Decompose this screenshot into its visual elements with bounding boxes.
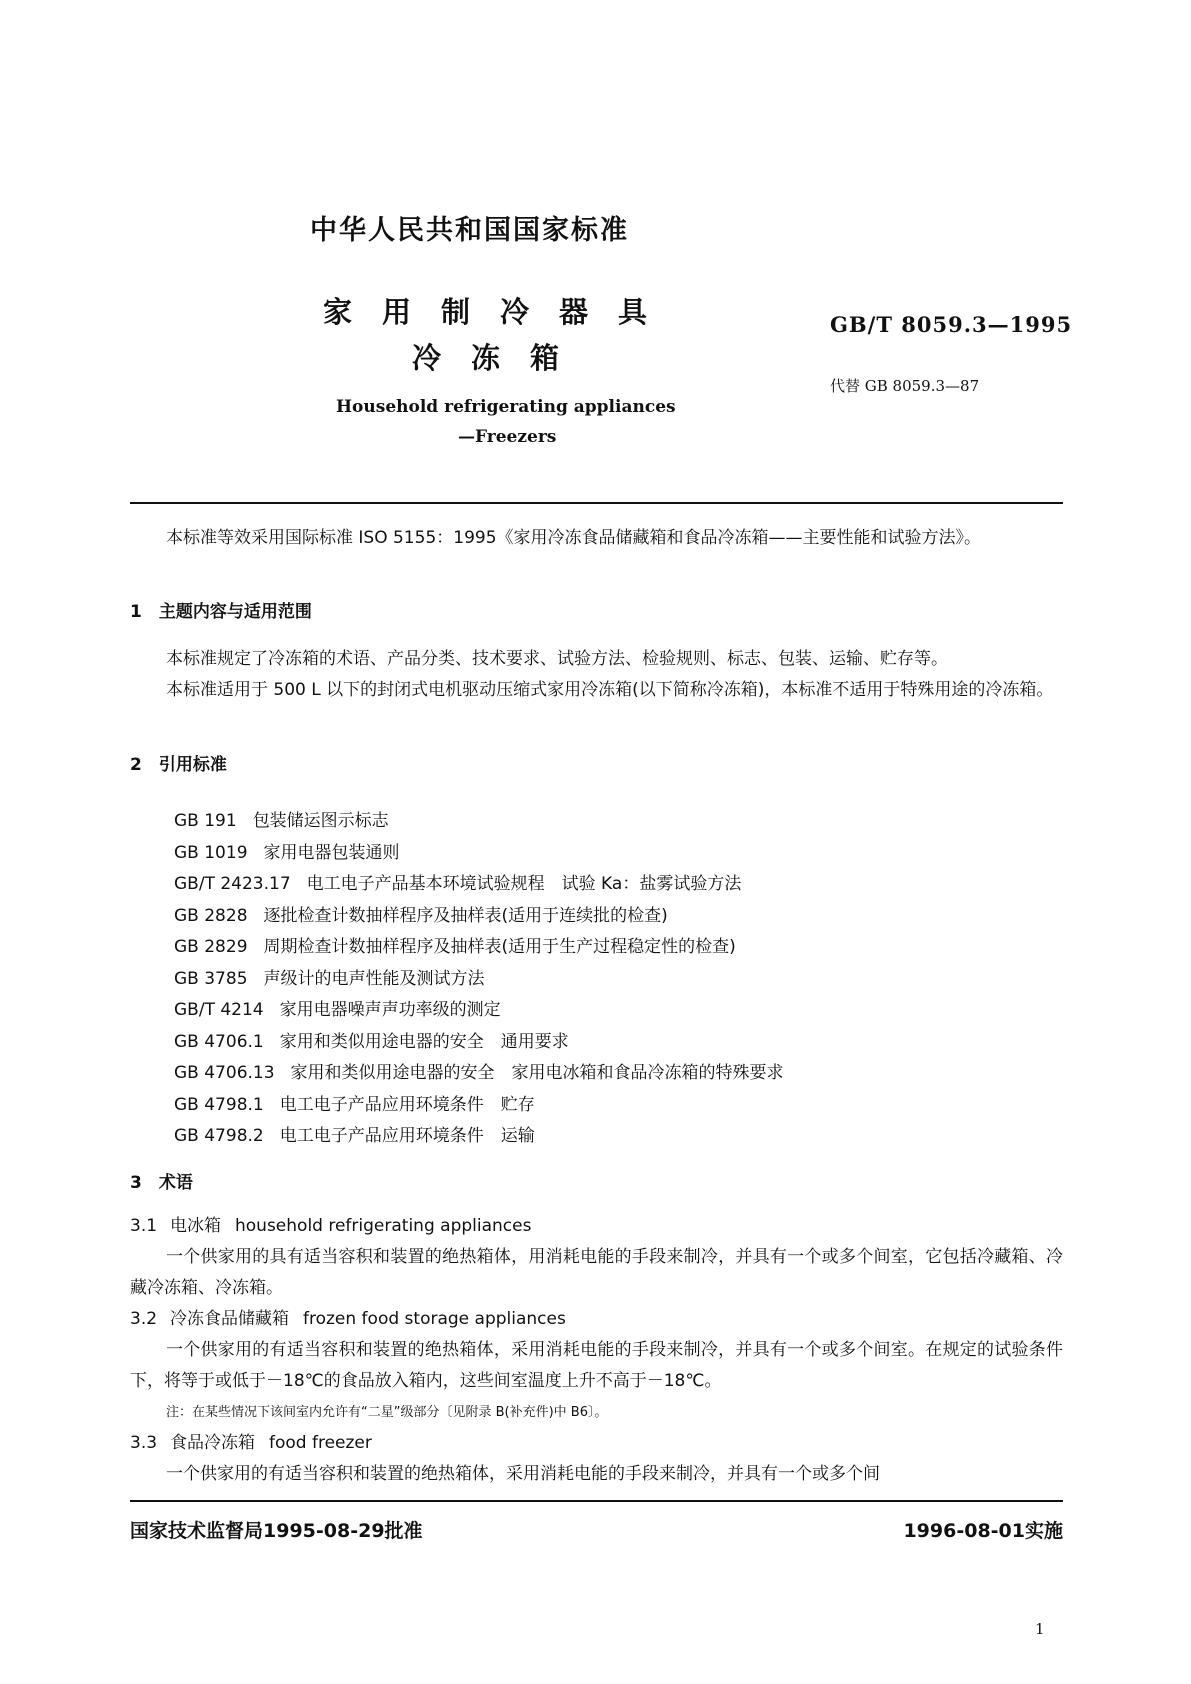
- term-3-2: [130, 1304, 1063, 1335]
- term-3-1: [130, 1211, 1063, 1242]
- implementation-date: 1996-08-01实施: [903, 1520, 1063, 1542]
- replaces-standard: 代替 GB 8059.3—87: [830, 377, 980, 395]
- reference-item: [174, 901, 784, 933]
- reference-item: [174, 932, 784, 964]
- approval-date: 国家技术监督局1995-08-29批准: [130, 1520, 423, 1542]
- reference-item: [174, 1027, 784, 1059]
- reference-code: GB 2829: [174, 937, 248, 957]
- reference-item: [174, 806, 784, 838]
- term-english: household refrigerating appliances: [235, 1216, 532, 1236]
- title-chinese-line1: 家用制冷器具: [323, 295, 678, 329]
- national-standard-heading: 中华人民共和国国家标准: [310, 215, 629, 246]
- reference-code: GB/T 2423.17: [174, 874, 291, 894]
- term-number: 3.3: [130, 1433, 158, 1453]
- section-1-heading: 1 主题内容与适用范围: [130, 602, 312, 622]
- section-2: [130, 750, 1063, 781]
- term-3-2-definition: 一个供家用的有适当容积和装置的绝热箱体，采用消耗电能的手段来制冷，并具有一个或多个间室。在规定的试验条件下，将等于或低于－18℃的食品放入箱内，这些间室温度上升不高于－18℃。: [130, 1340, 1063, 1391]
- reference-title: 家用和类似用途电器的安全 家用电冰箱和食品冷冻箱的特殊要求: [290, 1063, 784, 1083]
- section-2-heading: 2 引用标准: [130, 755, 227, 775]
- reference-title: 电工电子产品基本环境试验规程 试验 Ka：盐雾试验方法: [306, 874, 742, 894]
- reference-item: [174, 869, 784, 901]
- reference-title: 家用和类似用途电器的安全 通用要求: [279, 1031, 569, 1052]
- reference-title: 逐批检查计数抽样程序及抽样表(适用于连续批的检查): [263, 905, 668, 926]
- section-3-heading: 3 术语: [130, 1173, 193, 1193]
- reference-list: [174, 806, 784, 1153]
- reference-code: GB/T 4214: [174, 1000, 264, 1020]
- title-english-line2: —Freezers: [458, 427, 557, 447]
- reference-item: [174, 1121, 784, 1153]
- term-3-2-note: 注：在某些情况下该间室内允许有“二星”级部分〔见附录 B(补充件)中 B6〕。: [166, 1405, 608, 1420]
- page-number: 1: [1035, 1620, 1045, 1638]
- term-english: frozen food storage appliances: [303, 1309, 566, 1329]
- reference-item: [174, 964, 784, 996]
- reference-code: GB 3785: [174, 968, 248, 989]
- title-chinese-line2: 冷冻箱: [412, 341, 590, 375]
- term-chinese: 冷冻食品储藏箱: [170, 1309, 289, 1329]
- reference-code: GB 4706.1: [174, 1031, 264, 1052]
- reference-item: [174, 838, 784, 870]
- intro-paragraph: 本标准等效采用国际标准 ISO 5155：1995《家用冷冻食品储藏箱和食品冷冻箱——主要性能和试验方法》。: [166, 528, 982, 548]
- reference-code: GB 191: [174, 811, 237, 831]
- reference-title: 家用电器噪声声功率级的测定: [279, 1000, 501, 1020]
- term-number: 3.1: [130, 1216, 158, 1236]
- reference-title: 电工电子产品应用环境条件 运输: [279, 1126, 535, 1146]
- reference-title: 电工电子产品应用环境条件 贮存: [279, 1094, 535, 1115]
- reference-item: [174, 1090, 784, 1122]
- standard-number: GB/T 8059.3—1995: [830, 312, 1073, 337]
- reference-title: 包装储运图示标志: [252, 811, 389, 831]
- section-1-paragraph-2: 本标准适用于 500 L 以下的封闭式电机驱动压缩式家用冷冻箱(以下简称冷冻箱)，本标准不适用于特殊用途的冷冻箱。: [166, 680, 1054, 700]
- term-chinese: 电冰箱: [170, 1216, 221, 1236]
- reference-title: 周期检查计数抽样程序及抽样表(适用于生产过程稳定性的检查): [263, 937, 736, 957]
- reference-title: 家用电器包装通则: [263, 842, 400, 863]
- title-english-line1: Household refrigerating appliances: [336, 397, 676, 417]
- intro-block: [130, 523, 1063, 554]
- section-1-paragraph-1: 本标准规定了冷冻箱的术语、产品分类、技术要求、试验方法、检验规则、标志、包装、运输、贮存等。: [166, 649, 948, 669]
- term-number: 3.2: [130, 1309, 158, 1329]
- reference-item: [174, 1058, 784, 1090]
- footer-divider: [130, 1500, 1063, 1502]
- term-3-3: [130, 1428, 1063, 1459]
- header-divider: [130, 502, 1063, 504]
- term-3-1-definition: 一个供家用的具有适当容积和装置的绝热箱体，用消耗电能的手段来制冷，并具有一个或多个间室，它包括冷藏箱、冷藏冷冻箱、冷冻箱。: [130, 1247, 1063, 1298]
- reference-title: 声级计的电声性能及测试方法: [263, 968, 485, 989]
- reference-code: GB 4706.13: [174, 1063, 275, 1083]
- section-3: [130, 1168, 1063, 1490]
- reference-code: GB 2828: [174, 905, 248, 926]
- term-chinese: 食品冷冻箱: [170, 1433, 255, 1453]
- term-english: food freezer: [269, 1433, 372, 1453]
- term-3-3-definition: 一个供家用的有适当容积和装置的绝热箱体，采用消耗电能的手段来制冷，并具有一个或多个间: [166, 1464, 880, 1484]
- reference-code: GB 4798.1: [174, 1094, 264, 1115]
- reference-code: GB 1019: [174, 842, 248, 863]
- section-1: [130, 597, 1063, 706]
- reference-item: [174, 995, 784, 1027]
- reference-code: GB 4798.2: [174, 1126, 264, 1146]
